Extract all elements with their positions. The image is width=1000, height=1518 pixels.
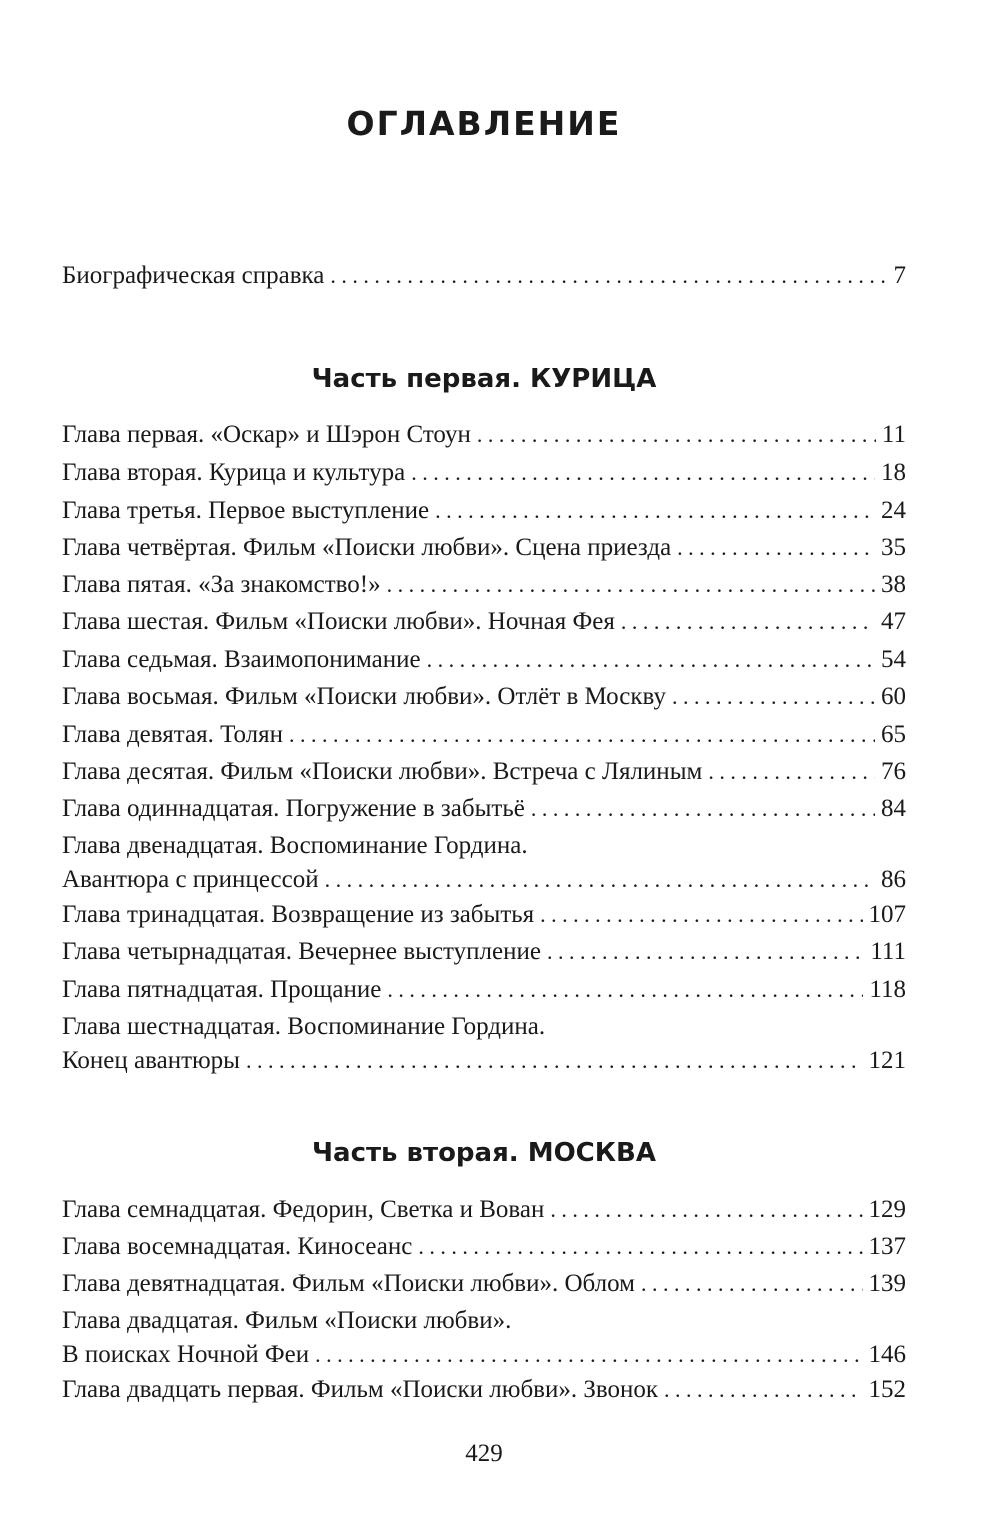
entry-text: Глава пятая. «За знакомство!» <box>62 571 381 598</box>
entry-page: 76 <box>881 758 906 785</box>
part-heading: Часть вторая. МОСКВА <box>312 1138 656 1168</box>
entry-page: 111 <box>870 938 906 965</box>
part-heading: Часть первая. КУРИЦА <box>311 364 657 394</box>
entry-page: 65 <box>881 721 906 748</box>
entry-page: 137 <box>868 1233 906 1260</box>
toc-entry <box>62 643 906 677</box>
toc-entry <box>62 568 906 602</box>
entry-text: Биографическая справка <box>62 262 325 289</box>
leader-dots <box>547 935 864 969</box>
entry-text: Авантюра с принцессой <box>62 866 319 893</box>
entry-page: 84 <box>881 795 906 822</box>
entry-text: Глава четырнадцатая. Вечернее выступление <box>62 938 541 965</box>
entry-text: Глава девятая. Толян <box>62 721 283 748</box>
entry-text: Глава одиннадцатая. Погружение в забытьё <box>62 795 525 822</box>
toc-entry <box>62 792 906 826</box>
entry-text: Глава седьмая. Взаимопонимание <box>62 646 421 673</box>
leader-dots <box>418 1230 862 1264</box>
toc-page <box>62 0 906 1518</box>
entry-text: Глава пятнадцатая. Прощание <box>62 976 382 1003</box>
toc-entry <box>62 456 906 490</box>
leader-dots <box>387 568 875 602</box>
toc-entry <box>62 1010 906 1078</box>
leader-dots <box>677 531 875 565</box>
toc-title: ОГЛАВЛЕНИЕ <box>346 104 622 143</box>
leader-dots <box>246 1044 863 1078</box>
toc-entry <box>62 680 906 714</box>
leader-dots <box>708 755 875 789</box>
leader-dots <box>387 973 863 1007</box>
entry-text: Глава шестая. Фильм «Поиски любви». Ночная Фея <box>62 608 615 635</box>
toc-entry <box>62 1230 906 1264</box>
entry-text: Глава десятая. Фильм «Поиски любви». Встреча с Лялиным <box>62 758 703 785</box>
leader-dots <box>672 680 875 714</box>
toc-entry <box>62 605 906 639</box>
entry-page: 139 <box>868 1270 906 1297</box>
toc-entry <box>62 1304 906 1372</box>
entry-page: 38 <box>881 571 906 598</box>
entry-text: В поисках Ночной Феи <box>62 1341 310 1368</box>
leader-dots <box>477 418 876 452</box>
leader-dots <box>330 259 887 293</box>
leader-dots <box>435 494 875 528</box>
entry-page: 47 <box>881 608 906 635</box>
toc-entry <box>62 718 906 752</box>
page-number: 429 <box>465 1440 503 1467</box>
toc-entry-intro <box>62 259 906 293</box>
entry-text-line1: Глава двенадцатая. Воспоминание Гордина. <box>62 832 528 859</box>
entry-page: 35 <box>881 534 906 561</box>
leader-dots <box>540 898 862 932</box>
toc-entry <box>62 1193 906 1227</box>
toc-entry <box>62 829 906 897</box>
entry-text: Глава вторая. Курица и культура <box>62 459 406 486</box>
entry-page: 11 <box>881 421 906 448</box>
leader-dots <box>289 718 875 752</box>
entry-text: Глава четвёртая. Фильм «Поиски любви». Сцена приезда <box>62 534 672 561</box>
entry-text-line1: Глава шестнадцатая. Воспоминание Гордина. <box>62 1013 546 1040</box>
leader-dots <box>531 792 875 826</box>
toc-entry <box>62 898 906 932</box>
entry-page: 107 <box>868 901 906 928</box>
entry-page: 118 <box>869 976 906 1003</box>
leader-dots <box>550 1193 862 1227</box>
entry-text: Глава первая. «Оскар» и Шэрон Стоун <box>62 421 471 448</box>
entry-page: 146 <box>868 1341 906 1368</box>
entry-text: Конец авантюры <box>62 1047 240 1074</box>
leader-dots <box>621 605 875 639</box>
toc-entry <box>62 531 906 565</box>
leader-dots <box>315 1338 862 1372</box>
entry-text: Глава семнадцатая. Федорин, Светка и Вован <box>62 1196 545 1223</box>
entry-text: Глава двадцать первая. Фильм «Поиски любви». Звонок <box>62 1376 659 1403</box>
entry-text-line1: Глава двадцатая. Фильм «Поиски любви». <box>62 1307 512 1334</box>
entry-text: Глава третья. Первое выступление <box>62 497 430 524</box>
entry-page: 121 <box>868 1047 906 1074</box>
entry-page: 86 <box>881 866 906 893</box>
leader-dots <box>664 1373 862 1407</box>
toc-entry <box>62 1373 906 1407</box>
leader-dots <box>325 863 875 897</box>
toc-entry <box>62 1267 906 1301</box>
entry-page: 18 <box>881 459 906 486</box>
entry-page: 60 <box>881 683 906 710</box>
entry-page: 54 <box>881 646 906 673</box>
entry-page: 7 <box>893 262 906 289</box>
toc-entry <box>62 755 906 789</box>
entry-text: Глава восьмая. Фильм «Поиски любви». Отлёт в Москву <box>62 683 666 710</box>
leader-dots <box>411 456 875 490</box>
entry-page: 152 <box>868 1376 906 1403</box>
toc-entry <box>62 935 906 969</box>
entry-text: Глава девятнадцатая. Фильм «Поиски любви». Облом <box>62 1270 635 1297</box>
entry-page: 24 <box>881 497 906 524</box>
leader-dots <box>641 1267 863 1301</box>
entry-text: Глава тринадцатая. Возвращение из забытья <box>62 901 535 928</box>
toc-entry <box>62 973 906 1007</box>
toc-entry <box>62 494 906 528</box>
toc-entry <box>62 418 906 452</box>
entry-text: Глава восемнадцатая. Киносеанс <box>62 1233 413 1260</box>
entry-page: 129 <box>868 1196 906 1223</box>
leader-dots <box>427 643 875 677</box>
